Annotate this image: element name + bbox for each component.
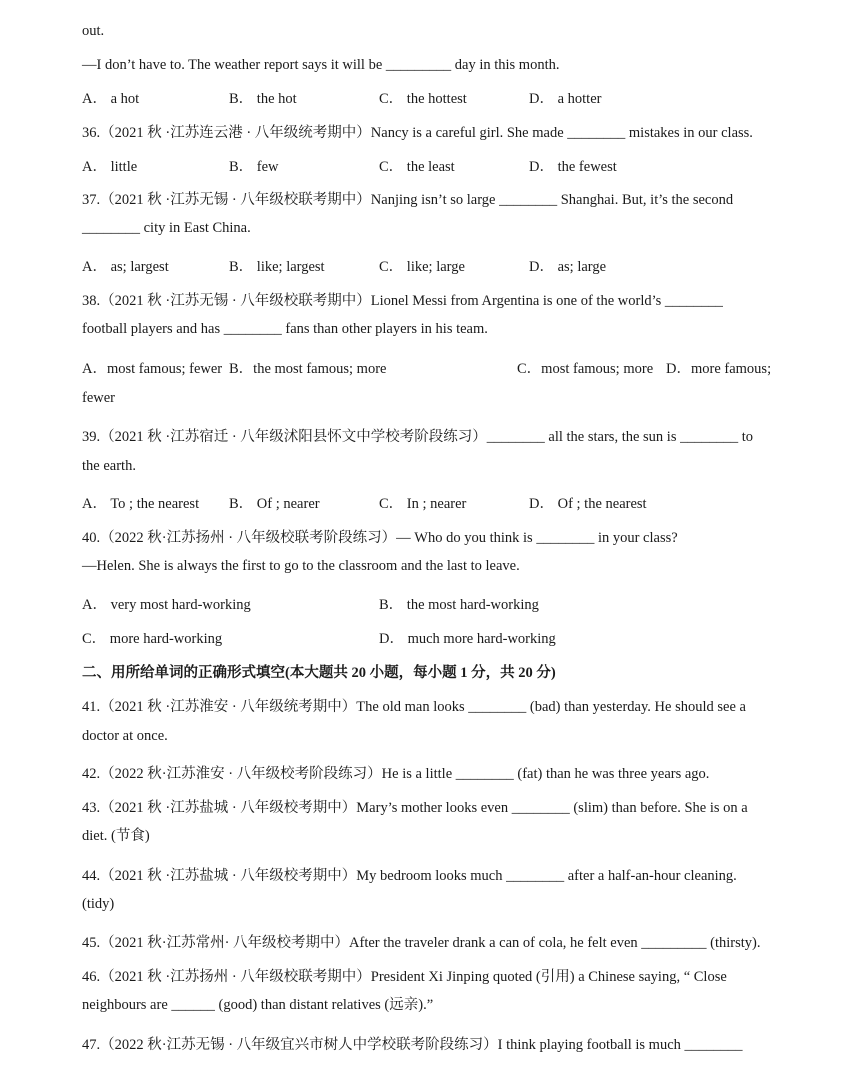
- q39-stem-cont: the earth.: [82, 458, 136, 474]
- q36-option-d: D． the fewest: [529, 159, 617, 175]
- q38-option-d-cont: fewer: [82, 390, 116, 406]
- q37-option-b: B． like; largest: [229, 259, 325, 275]
- q43-stem-cont: diet. (节食): [82, 828, 150, 844]
- line-out: out.: [82, 23, 105, 39]
- q47-stem: 47.（2022 秋·江苏无锡 · 八年级宜兴市树人中学校联考阶段练习）I think playing football is much ________: [82, 1037, 743, 1053]
- q40-stem-cont: —Helen. She is always the first to go to the classroom and the last to leave.: [82, 558, 520, 574]
- q40-option-b: B． the most hard-working: [379, 597, 539, 613]
- q38-stem: 38.（2021 秋 ·江苏无锡 · 八年级校联考期中）Lionel Messi from Argentina is one of the world’s ________: [82, 293, 723, 309]
- section-heading: 二、用所给单词的正确形式填空(本大题共 20 小题，每小题 1 分，共 20 分): [82, 665, 556, 681]
- q36-option-a: A． little: [82, 159, 138, 175]
- q40-stem: 40.（2022 秋·江苏扬州 · 八年级校联考阶段练习）— Who do you think is ________ in your class?: [82, 530, 678, 546]
- q41-stem-cont: doctor at once.: [82, 728, 168, 744]
- q46-stem: 46.（2021 秋 ·江苏扬州 · 八年级校联考期中）President Xi Jinping quoted (引用) a Chinese saying, “ Close: [82, 969, 727, 985]
- q38-option-d: D．more famous;: [666, 361, 772, 377]
- q38-option-c: C．most famous; more: [517, 361, 654, 377]
- q40-option-d: D． much more hard-working: [379, 631, 556, 647]
- q43-stem: 43.（2021 秋 ·江苏盐城 · 八年级校考期中）Mary’s mother looks even ________ (slim) than before. She is on a: [82, 800, 748, 816]
- q39-option-c: C． In ; nearer: [379, 496, 467, 512]
- q41-stem: 41.（2021 秋 ·江苏淮安 · 八年级统考期中）The old man looks ________ (bad) than yesterday. He should see a: [82, 699, 746, 715]
- q39-option-b: B． Of ; nearer: [229, 496, 320, 512]
- q35-option-b: B． the hot: [229, 91, 297, 107]
- q36-stem: 36.（2021 秋 ·江苏连云港 · 八年级统考期中）Nancy is a careful girl. She made ________ mistakes in our class.: [82, 125, 753, 141]
- q44-stem-cont: (tidy): [82, 896, 115, 912]
- q38-option-b: B．the most famous; more: [229, 361, 387, 377]
- q42-stem: 42.（2022 秋·江苏淮安 · 八年级校考阶段练习）He is a little ________ (fat) than he was three years ago.: [82, 766, 710, 782]
- q37-option-a: A． as; largest: [82, 259, 169, 275]
- q39-option-d: D． Of ; the nearest: [529, 496, 647, 512]
- q40-option-c: C． more hard-working: [82, 631, 223, 647]
- q35-option-a: A． a hot: [82, 91, 140, 107]
- q37-option-d: D． as; large: [529, 259, 607, 275]
- q40-option-a: A． very most hard-working: [82, 597, 251, 613]
- q46-stem-cont: neighbours are ______ (good) than distant relatives (远亲).”: [82, 997, 434, 1013]
- q37-option-c: C． like; large: [379, 259, 465, 275]
- q38-stem-cont: football players and has ________ fans than other players in his team.: [82, 321, 488, 337]
- q36-option-b: B． few: [229, 159, 279, 175]
- q38-option-a: A．most famous; fewer: [82, 361, 223, 377]
- q39-option-a: A． To ; the nearest: [82, 496, 200, 512]
- q37-stem-cont: ________ city in East China.: [82, 220, 251, 236]
- q35-option-d: D． a hotter: [529, 91, 602, 107]
- q36-option-c: C． the least: [379, 159, 455, 175]
- q35-option-c: C． the hottest: [379, 91, 467, 107]
- q44-stem: 44.（2021 秋 ·江苏盐城 · 八年级校考期中）My bedroom looks much ________ after a half-an-hour cleaning.: [82, 868, 737, 884]
- q45-stem: 45.（2021 秋·江苏常州· 八年级校考期中）After the traveler drank a can of cola, he felt even _________ (thirsty).: [82, 935, 761, 951]
- q35-stem: —I don’t have to. The weather report says it will be _________ day in this month.: [82, 57, 560, 73]
- q37-stem: 37.（2021 秋 ·江苏无锡 · 八年级校联考期中）Nanjing isn’t so large ________ Shanghai. But, it’s the second: [82, 192, 734, 208]
- q39-stem: 39.（2021 秋 ·江苏宿迁 · 八年级沭阳县怀文中学校考阶段练习）________ all the stars, the sun is ________ to: [82, 429, 753, 445]
